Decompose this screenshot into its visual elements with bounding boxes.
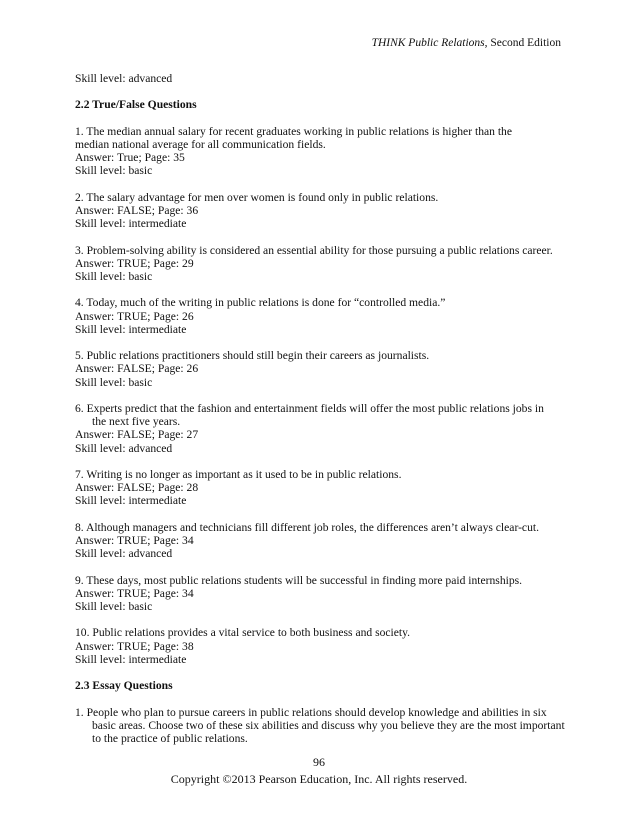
answer-line: Answer: FALSE; Page: 36: [75, 203, 199, 217]
question-text: 4. Today, much of the writing in public relations is done for “controlled media.”: [75, 296, 446, 310]
skill-level: Skill level: advanced: [75, 547, 173, 561]
page-content: [75, 72, 575, 745]
intro-skill-level: Skill level: advanced: [75, 72, 173, 85]
skill-level: Skill level: intermediate: [75, 494, 187, 508]
answer-line: Answer: FALSE; Page: 26: [75, 362, 199, 376]
book-title: THINK Public Relations: [371, 37, 485, 49]
answer-line: Answer: TRUE; Page: 38: [75, 639, 194, 653]
essay-question: [75, 706, 575, 746]
question-text: the next five years.: [92, 415, 181, 429]
skill-level: Skill level: basic: [75, 375, 153, 389]
question-text: 8. Although managers and technicians fill different job roles, the differences aren’t always clear-cut.: [75, 520, 539, 534]
skill-level: Skill level: intermediate: [75, 652, 187, 666]
section-heading-essay: 2.3 Essay Questions: [75, 679, 173, 693]
question-item: [75, 521, 575, 574]
question-text: 7. Writing is no longer as important as it used to be in public relations.: [75, 467, 402, 481]
question-item: [75, 191, 575, 244]
question-text: 1. The median annual salary for recent graduates working in public relations is higher than the: [75, 124, 512, 138]
answer-line: Answer: TRUE; Page: 34: [75, 586, 194, 600]
question-text: median national average for all communication fields.: [75, 137, 326, 151]
skill-level: Skill level: intermediate: [75, 322, 187, 336]
question-item: [75, 125, 575, 191]
question-text: 6. Experts predict that the fashion and entertainment fields will offer the most public relations jobs in: [75, 401, 544, 415]
question-text: 5. Public relations practitioners should still begin their careers as journalists.: [75, 349, 430, 363]
question-text: 2. The salary advantage for men over women is found only in public relations.: [75, 190, 439, 204]
essay-line: to the practice of public relations.: [92, 731, 248, 745]
question-item: [75, 626, 575, 679]
question-list: [75, 125, 575, 679]
question-text: 3. Problem-solving ability is considered an essential ability for those pursuing a public relations career.: [75, 243, 553, 257]
question-item: [75, 468, 575, 521]
answer-line: Answer: TRUE; Page: 26: [75, 309, 194, 323]
answer-line: Answer: True; Page: 35: [75, 151, 185, 165]
answer-line: Answer: FALSE; Page: 27: [75, 428, 199, 442]
question-text: 10. Public relations provides a vital service to both business and society.: [75, 626, 411, 640]
skill-level: Skill level: basic: [75, 164, 153, 178]
copyright-notice: Copyright ©2013 Pearson Education, Inc. All rights reserved.: [170, 772, 468, 786]
question-item: [75, 296, 575, 349]
answer-line: Answer: TRUE; Page: 34: [75, 533, 194, 547]
edition: , Second Edition: [484, 37, 561, 49]
essay-line: 1. People who plan to pursue careers in public relations should develop knowledge and abilities in six: [75, 705, 547, 719]
question-item: [75, 244, 575, 297]
answer-line: Answer: FALSE; Page: 28: [75, 481, 199, 495]
question-item: [75, 349, 575, 402]
skill-level: Skill level: basic: [75, 269, 153, 283]
page-number: 96: [313, 755, 325, 769]
essay-line: basic areas. Choose two of these six abilities and discuss why you believe they are the most important: [92, 718, 565, 732]
question-item: [75, 402, 575, 468]
section-heading-true-false: 2.2 True/False Questions: [75, 98, 197, 112]
question-text: 9. These days, most public relations students will be successful in finding more paid internships.: [75, 573, 523, 587]
skill-level: Skill level: advanced: [75, 441, 173, 455]
answer-line: Answer: TRUE; Page: 29: [75, 256, 194, 270]
question-item: [75, 574, 575, 627]
running-header: [372, 37, 561, 49]
skill-level: Skill level: basic: [75, 599, 153, 613]
skill-level: Skill level: intermediate: [75, 217, 187, 231]
